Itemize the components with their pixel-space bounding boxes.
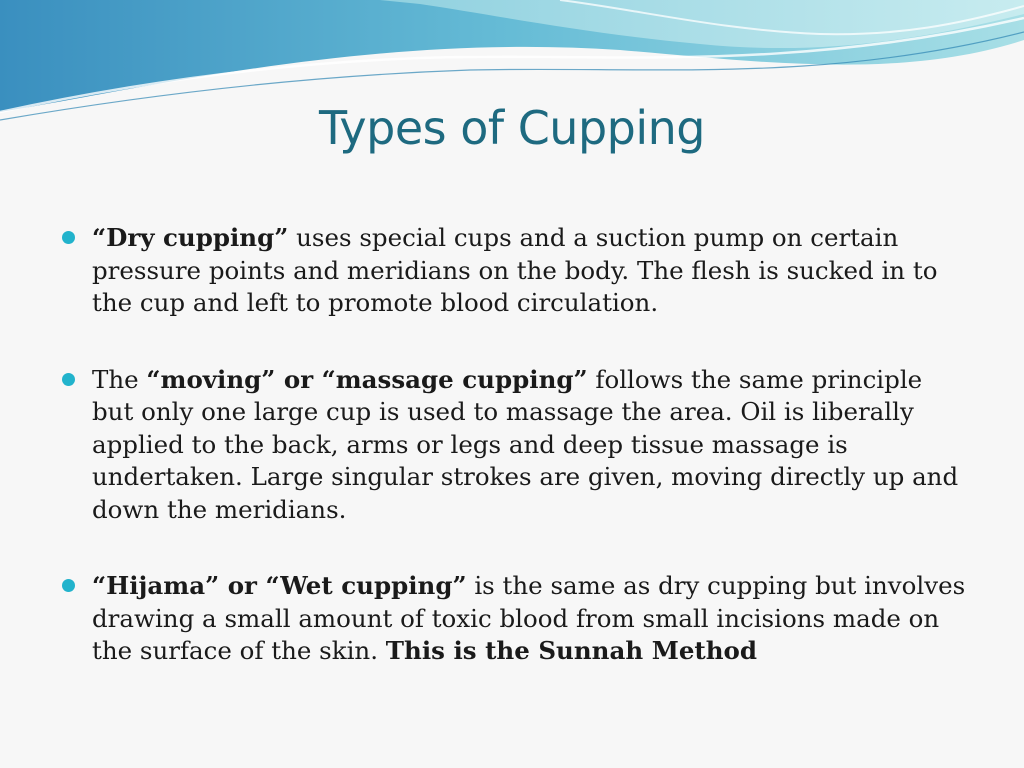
bullet-lead: The (92, 364, 147, 394)
bullet-dot-icon (62, 579, 75, 592)
slide-title: Types of Cupping (318, 101, 705, 155)
bullet-list (60, 222, 970, 712)
bullet-bold-end: This is the Sunnah Method (385, 636, 758, 665)
bullet-text: follows the same principle but only one large cup is used to massage the area. Oil is liberally applied to the back, arms or legs and deep tissue massage is undertaken. Large singular strokes are given, moving directly up and down the meridians. (92, 364, 959, 524)
bullet-moving-cupping (60, 364, 970, 527)
bullet-text: uses special cups and a suction pump on certain pressure points and meridians on the body. The flesh is sucked in to the cup and left to promote blood circulation. (92, 223, 938, 317)
bullet-wet-cupping (60, 570, 970, 668)
bullet-dot-icon (62, 373, 75, 386)
bullet-bold-term: “Dry cupping” (92, 223, 289, 252)
bullet-dry-cupping (60, 222, 970, 320)
bullet-bold-term: “moving” or “massage cupping” (146, 364, 588, 394)
bullet-text: is the same as dry cupping but involves drawing a small amount of toxic blood from small incisions made on the surface of the skin. (92, 571, 966, 665)
bullet-dot-icon (62, 231, 75, 244)
bullet-bold-term: “Hijama” or “Wet cupping” (92, 571, 467, 600)
